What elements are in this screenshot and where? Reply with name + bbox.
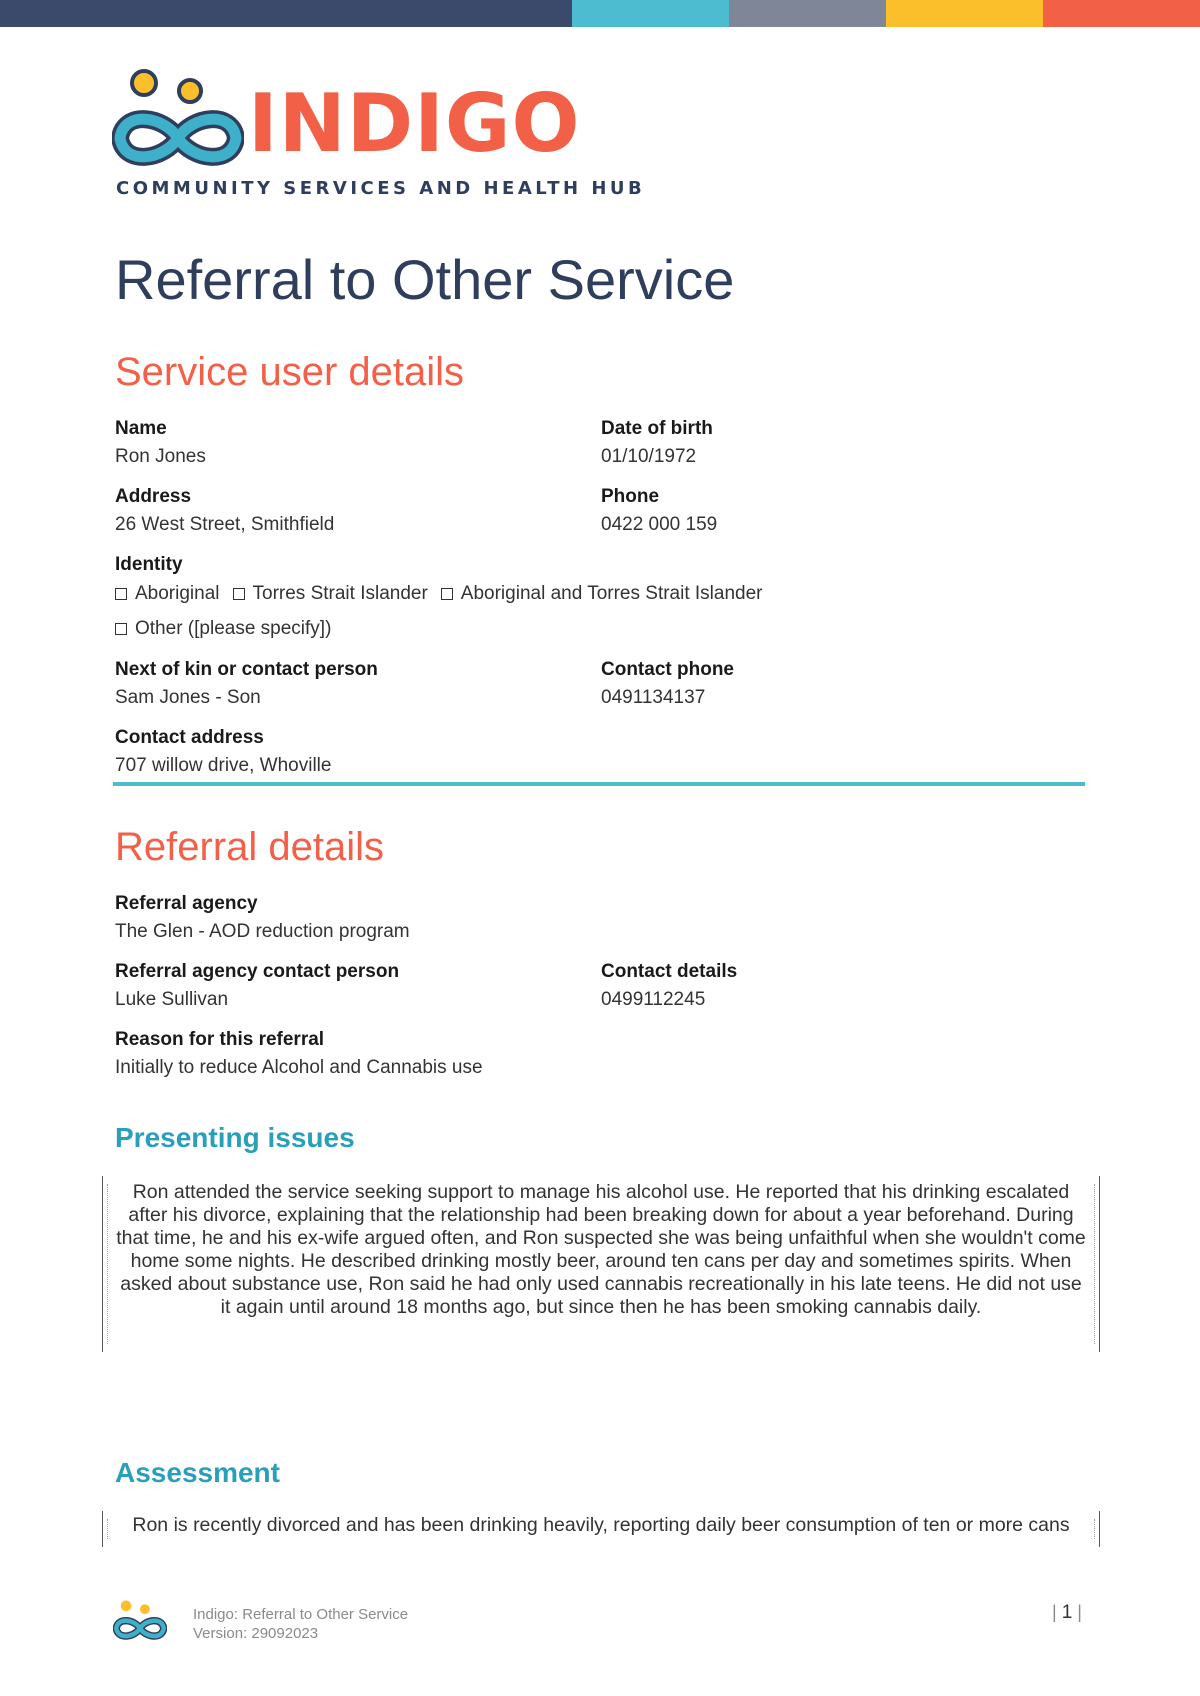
field-date-of-birth <box>601 417 1061 469</box>
checkbox-icon[interactable] <box>115 588 127 600</box>
field-label: Referral agency contact person <box>115 961 400 982</box>
field-label: Referral agency <box>115 893 258 914</box>
field-value[interactable]: 707 willow drive, Whoville <box>115 755 332 776</box>
field-label: Contact address <box>115 727 264 748</box>
field-name <box>115 417 575 469</box>
field-phone <box>601 485 1061 537</box>
field-contact-phone <box>601 658 1061 710</box>
field-referral-agency <box>115 892 815 944</box>
identity-option-aboriginal[interactable] <box>115 582 220 606</box>
identity-label: Identity <box>115 554 183 575</box>
section-heading-assessment: Assessment <box>115 1457 280 1488</box>
field-value[interactable]: 0422 000 159 <box>601 514 718 535</box>
color-bar-segment <box>572 0 729 27</box>
field-address <box>115 485 575 537</box>
section-divider <box>113 782 1085 786</box>
footer-page-number <box>1052 1602 1082 1624</box>
section-heading-presenting-issues: Presenting issues <box>115 1122 355 1153</box>
footer-logo-icon <box>113 1598 167 1644</box>
field-value[interactable]: 0491134137 <box>601 687 706 708</box>
footer-document-info <box>193 1605 408 1643</box>
field-value[interactable]: Sam Jones - Son <box>115 687 261 708</box>
field-value[interactable]: Ron Jones <box>115 446 206 467</box>
field-label: Contact details <box>601 961 738 982</box>
field-referral-contact-details <box>601 960 1061 1012</box>
identity-option-both[interactable] <box>441 582 763 606</box>
identity-option-torres-strait[interactable] <box>233 582 428 606</box>
page-separator: | <box>1077 1602 1082 1622</box>
infinity-people-icon <box>112 66 244 174</box>
logo-tagline: COMMUNITY SERVICES AND HEALTH HUB <box>116 178 646 199</box>
footer-document-name: Indigo: Referral to Other Service <box>193 1606 409 1623</box>
field-value[interactable]: The Glen - AOD reduction program <box>115 921 410 942</box>
field-label: Name <box>115 418 167 439</box>
logo-wordmark: INDIGO <box>248 77 581 170</box>
field-label: Reason for this referral <box>115 1029 325 1050</box>
field-referral-contact-person <box>115 960 575 1012</box>
color-bar-segment <box>1043 0 1200 27</box>
identity-options-row <box>115 582 776 606</box>
option-label: Torres Strait Islander <box>252 583 428 604</box>
presenting-issues-text: Ron attended the service seeking support to manage his alcohol use. He reported that his drinking escalated after his divorce, explaining that the relationship had been breaking down for about a year beforehand. During that time, he and his ex-wife argued often, and Ron suspected she was being unfaithful when she wouldn't come home some nights. He described drinking mostly beer, around ten cans per day and sometimes spirits. When asked about substance use, Ron said he had only used cannabis recreationally in his late teens. He did not use it again until around 18 months ago, but since then he has been smoking cannabis daily. <box>116 1181 1086 1318</box>
field-value[interactable]: 26 West Street, Smithfield <box>115 514 335 535</box>
field-contact-address <box>115 726 575 778</box>
field-value[interactable]: 01/10/1972 <box>601 446 697 467</box>
field-next-of-kin <box>115 658 575 710</box>
section-heading-service-user: Service user details <box>115 350 465 394</box>
field-value[interactable]: 0499112245 <box>601 989 706 1010</box>
option-label: Aboriginal <box>135 583 220 604</box>
assessment-text: Ron is recently divorced and has been drinking heavily, reporting daily beer consumption of ten or more cans <box>132 1514 1070 1536</box>
color-bar-segment <box>729 0 886 27</box>
field-value[interactable]: Luke Sullivan <box>115 989 229 1010</box>
option-label: Other ([please specify]) <box>135 618 332 639</box>
identity-options-row <box>115 617 344 641</box>
top-color-bar <box>0 0 1200 27</box>
option-label: Aboriginal and Torres Strait Islander <box>460 583 763 604</box>
indigo-logo <box>112 66 646 206</box>
checkbox-icon[interactable] <box>233 588 245 600</box>
color-bar-segment <box>886 0 1043 27</box>
identity-option-other[interactable] <box>115 617 331 641</box>
checkbox-icon[interactable] <box>441 588 453 600</box>
field-label: Phone <box>601 486 660 507</box>
field-label: Date of birth <box>601 418 713 439</box>
color-bar-segment <box>0 0 572 27</box>
field-value[interactable]: Initially to reduce Alcohol and Cannabis use <box>115 1057 483 1078</box>
field-label: Next of kin or contact person <box>115 659 378 680</box>
checkbox-icon[interactable] <box>115 623 127 635</box>
assessment-box[interactable] <box>102 1511 1100 1547</box>
page-separator: | <box>1052 1602 1057 1622</box>
field-label: Address <box>115 486 192 507</box>
footer-version: Version: 29092023 <box>193 1625 319 1642</box>
presenting-issues-box[interactable] <box>102 1176 1100 1352</box>
page-title: Referral to Other Service <box>115 248 735 311</box>
field-referral-reason <box>115 1028 815 1080</box>
field-label: Contact phone <box>601 659 734 680</box>
page-number: 1 <box>1061 1602 1073 1623</box>
section-heading-referral: Referral details <box>115 825 385 869</box>
